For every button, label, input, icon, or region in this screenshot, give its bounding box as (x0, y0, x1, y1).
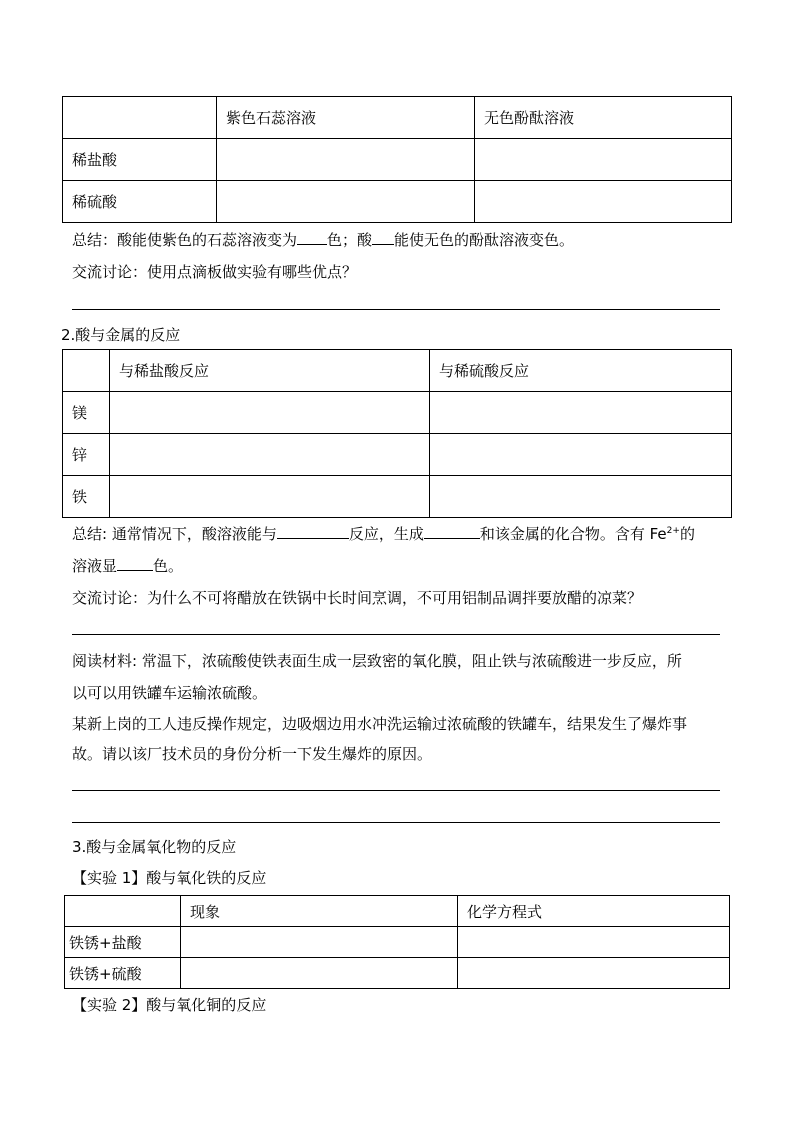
summary-text: 总结：酸能使紫色的石蕊溶液变为 (72, 231, 298, 249)
table-cell (181, 927, 458, 958)
table-cell (458, 958, 730, 989)
answer-line (72, 634, 720, 635)
answer-line (72, 822, 720, 823)
reading-line: 以可以用铁罐车运输浓硫酸。 (72, 684, 268, 702)
oxide-table (64, 895, 730, 989)
table-cell (430, 392, 732, 434)
table-header-cell (63, 97, 217, 139)
summary-text: 色；酸 (327, 231, 373, 249)
row-label: 铁锈+硫酸 (65, 958, 181, 989)
reading-line: 某新上岗的工人违反操作规定，边吸烟边用水冲洗运输过浓硫酸的铁罐车，结果发生了爆炸事 (72, 715, 688, 733)
table-cell (475, 139, 732, 181)
row-label: 稀盐酸 (63, 139, 217, 181)
table-cell (430, 476, 732, 518)
fill-blank (372, 230, 394, 245)
row-label: 铁 (63, 476, 110, 518)
summary-text: 总结: 通常情况下，酸溶液能与 (72, 525, 277, 543)
answer-line (72, 309, 720, 310)
table-cell (181, 958, 458, 989)
table-cell (430, 434, 732, 476)
reading-line: 故。请以该厂技术员的身份分析一下发生爆炸的原因。 (72, 745, 433, 763)
table-cell (217, 139, 475, 181)
table-row (63, 476, 732, 518)
table-cell (217, 181, 475, 223)
table-header-cell: 无色酚酞溶液 (475, 97, 732, 139)
summary-text: 的 (679, 525, 695, 543)
table-header-cell: 紫色石蕊溶液 (217, 97, 475, 139)
indicator-table (62, 96, 732, 223)
summary-indicators (72, 230, 574, 250)
charge-superscript: 2+ (666, 526, 680, 536)
table-header-row (65, 896, 730, 927)
table-header-row (63, 350, 732, 392)
fill-blank (277, 524, 349, 539)
table-cell (110, 392, 430, 434)
table-cell (110, 476, 430, 518)
fill-blank (117, 556, 153, 571)
table-row (63, 181, 732, 223)
table-header-cell: 化学方程式 (458, 896, 730, 927)
metal-table (62, 349, 732, 518)
table-cell (458, 927, 730, 958)
row-label: 锌 (63, 434, 110, 476)
row-label: 稀硫酸 (63, 181, 217, 223)
table-row (65, 927, 730, 958)
discussion-question: 交流讨论：为什么不可将醋放在铁锅中长时间烹调，不可用铝制品调拌要放醋的凉菜？ (72, 589, 643, 607)
table-row (63, 392, 732, 434)
experiment-title: 【实验 1】酸与氧化铁的反应 (72, 869, 267, 887)
fill-blank (424, 524, 480, 539)
reading-line: 阅读材料: 常温下，浓硫酸使铁表面生成一层致密的氧化膜，阻止铁与浓硫酸进一步反应，所 (72, 652, 682, 670)
table-cell (475, 181, 732, 223)
table-header-cell: 与稀盐酸反应 (110, 350, 430, 392)
summary-text: 溶液显 (72, 557, 118, 575)
summary-text: 反应，生成 (348, 525, 424, 543)
table-header-row (63, 97, 732, 139)
row-label: 镁 (63, 392, 110, 434)
table-header-cell (65, 896, 181, 927)
fill-blank (297, 230, 327, 245)
row-label: 铁锈+盐酸 (65, 927, 181, 958)
summary-metals-line1 (72, 524, 695, 544)
table-header-cell: 现象 (181, 896, 458, 927)
discussion-question: 交流讨论：使用点滴板做实验有哪些优点？ (72, 263, 358, 281)
table-header-cell: 与稀硫酸反应 (430, 350, 732, 392)
table-row (63, 434, 732, 476)
section-title: 3.酸与金属氧化物的反应 (72, 838, 237, 856)
table-header-cell (63, 350, 110, 392)
table-cell (110, 434, 430, 476)
summary-text: 色。 (153, 557, 184, 575)
table-row (65, 958, 730, 989)
summary-metals-line2 (72, 556, 183, 576)
section-title: 2.酸与金属的反应 (61, 326, 181, 344)
answer-line (72, 790, 720, 791)
summary-text: 能使无色的酚酞溶液变色。 (394, 231, 575, 249)
experiment-title: 【实验 2】酸与氧化铜的反应 (72, 996, 267, 1014)
summary-text: 和该金属的化合物。含有 Fe (479, 525, 667, 543)
table-row (63, 139, 732, 181)
